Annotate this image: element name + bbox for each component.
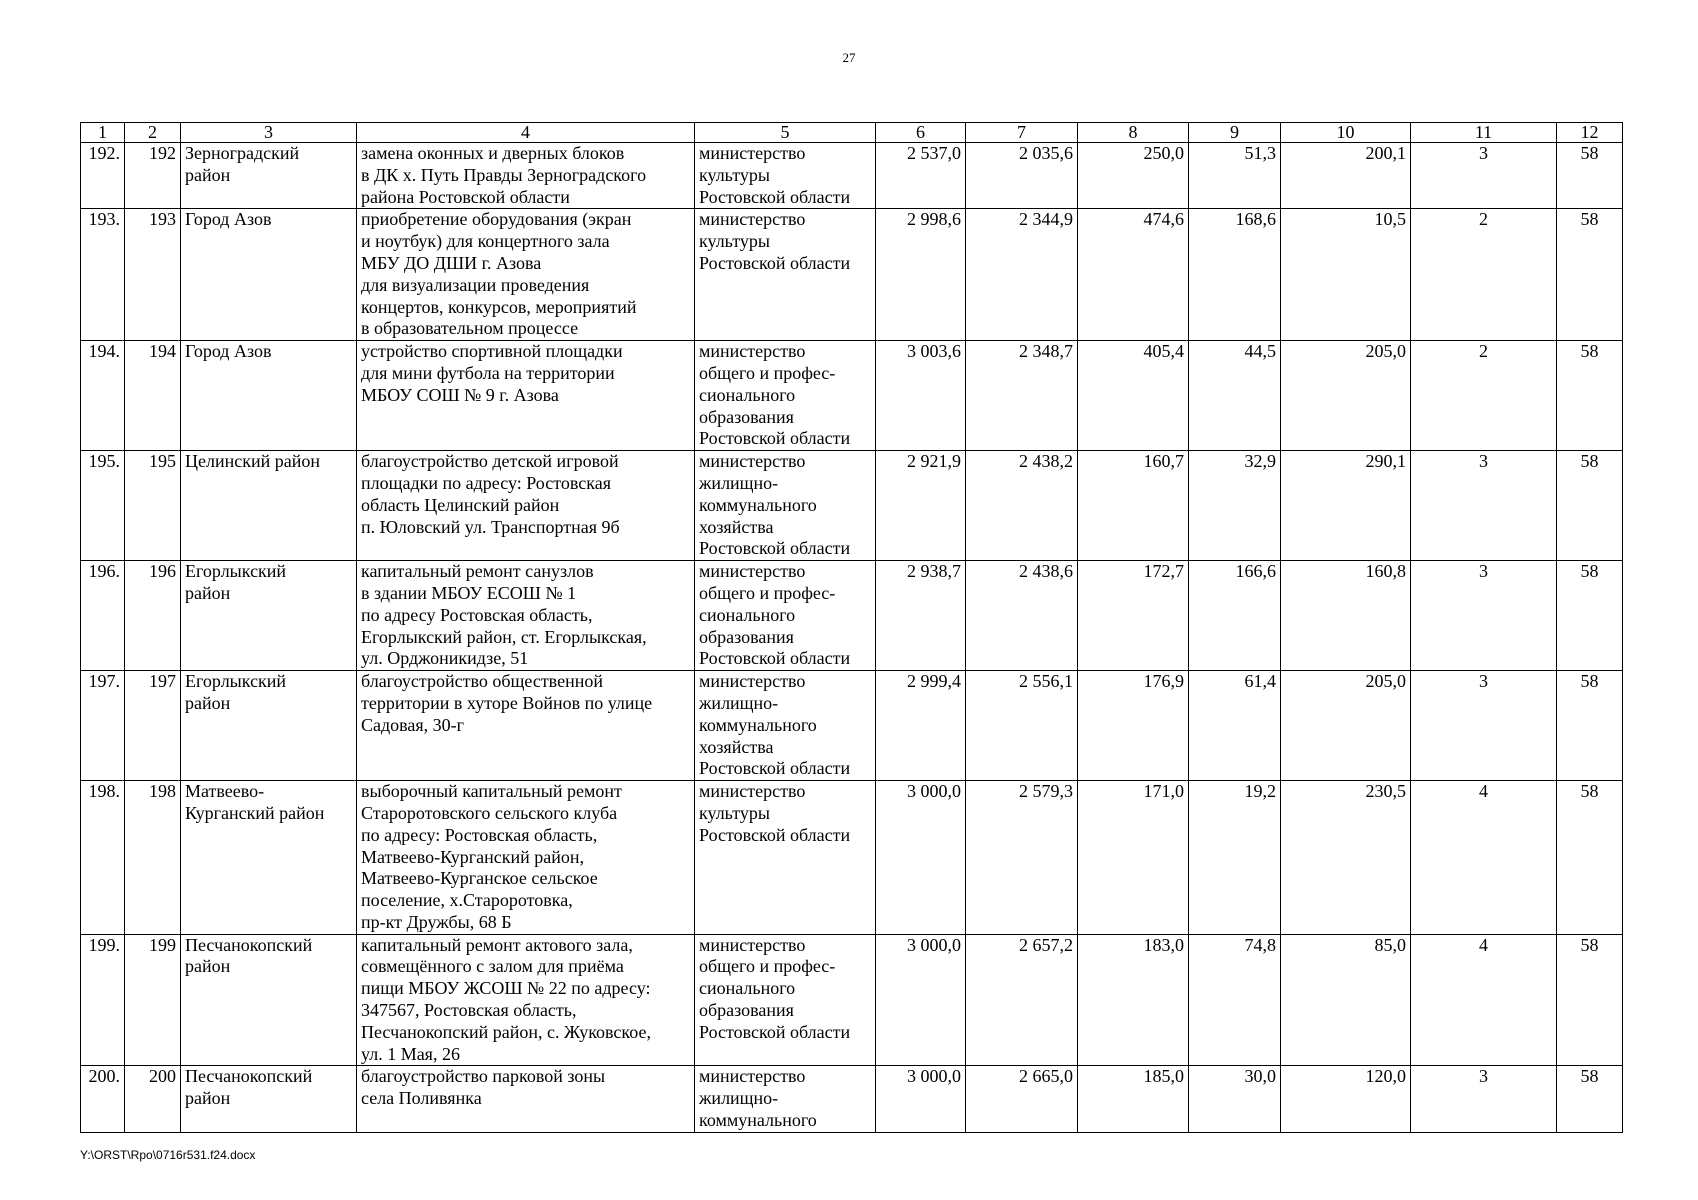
- ministry-cell: министерство культуры Ростовской области: [695, 781, 876, 935]
- rank-cell: 2: [1411, 341, 1557, 451]
- sponsor-funds-cell: 230,5: [1281, 781, 1411, 935]
- regional-budget-cell: 2 579,3: [966, 781, 1078, 935]
- local-budget-cell: 171,0: [1078, 781, 1189, 935]
- population-funds-cell: 166,6: [1189, 561, 1281, 671]
- sponsor-funds-cell: 10,5: [1281, 209, 1411, 341]
- header-cell: 4: [357, 123, 695, 143]
- row-number-cell: 192.: [81, 143, 125, 209]
- ministry-cell: министерство жилищно- коммунального: [695, 1066, 876, 1132]
- header-cell: 5: [695, 123, 876, 143]
- row-number-cell: 197.: [81, 671, 125, 781]
- table-row: [81, 209, 1623, 341]
- header-cell: 9: [1189, 123, 1281, 143]
- local-budget-cell: 172,7: [1078, 561, 1189, 671]
- row-number-cell: 199.: [81, 934, 125, 1066]
- regional-budget-cell: 2 348,7: [966, 341, 1078, 451]
- ministry-cell: министерство культуры Ростовской области: [695, 209, 876, 341]
- page-number: 27: [842, 50, 856, 65]
- population-funds-cell: 168,6: [1189, 209, 1281, 341]
- local-budget-cell: 405,4: [1078, 341, 1189, 451]
- rank-cell: 3: [1411, 561, 1557, 671]
- population-funds-cell: 32,9: [1189, 451, 1281, 561]
- regional-budget-cell: 2 657,2: [966, 934, 1078, 1066]
- rank-cell: 3: [1411, 1066, 1557, 1132]
- local-budget-cell: 474,6: [1078, 209, 1189, 341]
- row-number-cell: 198.: [81, 781, 125, 935]
- sponsor-funds-cell: 85,0: [1281, 934, 1411, 1066]
- header-cell: 8: [1078, 123, 1189, 143]
- local-budget-cell: 250,0: [1078, 143, 1189, 209]
- score-cell: 58: [1557, 561, 1623, 671]
- score-cell: 58: [1557, 341, 1623, 451]
- score-cell: 58: [1557, 781, 1623, 935]
- ministry-cell: министерство жилищно- коммунального хозяйства Ростовской области: [695, 671, 876, 781]
- total-cost-cell: 2 537,0: [876, 143, 966, 209]
- rank-cell: 4: [1411, 781, 1557, 935]
- table-row: [81, 934, 1623, 1066]
- rank-cell: 3: [1411, 451, 1557, 561]
- header-cell: 11: [1411, 123, 1557, 143]
- table-row: [81, 341, 1623, 451]
- regional-budget-cell: 2 344,9: [966, 209, 1078, 341]
- project-description-cell: благоустройство общественной территории в хуторе Войнов по улице Садовая, 30-г: [357, 671, 695, 781]
- rank-cell: 3: [1411, 671, 1557, 781]
- municipality-cell: Песчанокопский район: [181, 1066, 357, 1132]
- score-cell: 58: [1557, 209, 1623, 341]
- population-funds-cell: 51,3: [1189, 143, 1281, 209]
- sponsor-funds-cell: 160,8: [1281, 561, 1411, 671]
- population-funds-cell: 19,2: [1189, 781, 1281, 935]
- item-number-cell: 197: [125, 671, 181, 781]
- population-funds-cell: 30,0: [1189, 1066, 1281, 1132]
- ministry-cell: министерство культуры Ростовской области: [695, 143, 876, 209]
- local-budget-cell: 183,0: [1078, 934, 1189, 1066]
- total-cost-cell: 2 938,7: [876, 561, 966, 671]
- table-row: [81, 143, 1623, 209]
- municipality-cell: Город Азов: [181, 209, 357, 341]
- municipality-cell: Город Азов: [181, 341, 357, 451]
- total-cost-cell: 3 000,0: [876, 1066, 966, 1132]
- row-number-cell: 196.: [81, 561, 125, 671]
- project-description-cell: капитальный ремонт санузлов в здании МБОУ ЕСОШ № 1 по адресу Ростовская область, Егорлыкский район, ст. Егорлыкская, ул. Орджоникидзе, 51: [357, 561, 695, 671]
- total-cost-cell: 3 000,0: [876, 781, 966, 935]
- score-cell: 58: [1557, 1066, 1623, 1132]
- item-number-cell: 192: [125, 143, 181, 209]
- municipality-cell: Зерноградский район: [181, 143, 357, 209]
- score-cell: 58: [1557, 671, 1623, 781]
- project-description-cell: благоустройство детской игровой площадки по адресу: Ростовская область Целинский район п. Юловский ул. Транспортная 9б: [357, 451, 695, 561]
- header-cell: 10: [1281, 123, 1411, 143]
- table-row: [81, 1066, 1623, 1132]
- ministry-cell: министерство жилищно- коммунального хозяйства Ростовской области: [695, 451, 876, 561]
- row-number-cell: 194.: [81, 341, 125, 451]
- project-description-cell: капитальный ремонт актового зала, совмещённого с залом для приёма пищи МБОУ ЖСОШ № 22 по адресу: 347567, Ростовская область, Песчанокопский район, с. Жуковское, ул. 1 Мая, 26: [357, 934, 695, 1066]
- item-number-cell: 199: [125, 934, 181, 1066]
- header-cell: 7: [966, 123, 1078, 143]
- header-row: [81, 123, 1623, 143]
- header-cell: 3: [181, 123, 357, 143]
- project-description-cell: выборочный капитальный ремонт Староротовского сельского клуба по адресу: Ростовская область, Матвеево-Курганский район, Матвеево-Курганское сельское поселение, х.Староротовка, пр-кт Дружбы, 68 Б: [357, 781, 695, 935]
- row-number-cell: 195.: [81, 451, 125, 561]
- item-number-cell: 194: [125, 341, 181, 451]
- municipality-cell: Целинский район: [181, 451, 357, 561]
- score-cell: 58: [1557, 451, 1623, 561]
- item-number-cell: 198: [125, 781, 181, 935]
- project-description-cell: приобретение оборудования (экран и ноутбук) для концертного зала МБУ ДО ДШИ г. Азова для визуализации проведения концертов, конкурсов, мероприятий в образовательном процессе: [357, 209, 695, 341]
- item-number-cell: 196: [125, 561, 181, 671]
- total-cost-cell: 3 000,0: [876, 934, 966, 1066]
- sponsor-funds-cell: 200,1: [1281, 143, 1411, 209]
- municipality-cell: Егорлыкский район: [181, 561, 357, 671]
- sponsor-funds-cell: 290,1: [1281, 451, 1411, 561]
- population-funds-cell: 61,4: [1189, 671, 1281, 781]
- sponsor-funds-cell: 120,0: [1281, 1066, 1411, 1132]
- local-budget-cell: 160,7: [1078, 451, 1189, 561]
- rank-cell: 3: [1411, 143, 1557, 209]
- regional-budget-cell: 2 556,1: [966, 671, 1078, 781]
- municipality-cell: Матвеево- Курганский район: [181, 781, 357, 935]
- header-cell: 1: [81, 123, 125, 143]
- regional-budget-cell: 2 035,6: [966, 143, 1078, 209]
- total-cost-cell: 2 998,6: [876, 209, 966, 341]
- population-funds-cell: 44,5: [1189, 341, 1281, 451]
- total-cost-cell: 3 003,6: [876, 341, 966, 451]
- total-cost-cell: 2 999,4: [876, 671, 966, 781]
- rank-cell: 4: [1411, 934, 1557, 1066]
- rank-cell: 2: [1411, 209, 1557, 341]
- sponsor-funds-cell: 205,0: [1281, 341, 1411, 451]
- header-cell: 12: [1557, 123, 1623, 143]
- item-number-cell: 193: [125, 209, 181, 341]
- item-number-cell: 195: [125, 451, 181, 561]
- regional-budget-cell: 2 438,2: [966, 451, 1078, 561]
- ministry-cell: министерство общего и профес- сионального образования Ростовской области: [695, 561, 876, 671]
- score-cell: 58: [1557, 934, 1623, 1066]
- ministry-cell: министерство общего и профес- сионального образования Ростовской области: [695, 934, 876, 1066]
- projects-table: [80, 122, 1623, 1133]
- table-row: [81, 451, 1623, 561]
- municipality-cell: Песчанокопский район: [181, 934, 357, 1066]
- table-row: [81, 671, 1623, 781]
- file-path-footer: Y:\ORST\Rpo\0716r531.f24.docx: [80, 1148, 256, 1162]
- table-row: [81, 781, 1623, 935]
- total-cost-cell: 2 921,9: [876, 451, 966, 561]
- header-cell: 6: [876, 123, 966, 143]
- local-budget-cell: 176,9: [1078, 671, 1189, 781]
- local-budget-cell: 185,0: [1078, 1066, 1189, 1132]
- population-funds-cell: 74,8: [1189, 934, 1281, 1066]
- score-cell: 58: [1557, 143, 1623, 209]
- project-description-cell: благоустройство парковой зоны села Поливянка: [357, 1066, 695, 1132]
- row-number-cell: 193.: [81, 209, 125, 341]
- regional-budget-cell: 2 438,6: [966, 561, 1078, 671]
- municipality-cell: Егорлыкский район: [181, 671, 357, 781]
- regional-budget-cell: 2 665,0: [966, 1066, 1078, 1132]
- row-number-cell: 200.: [81, 1066, 125, 1132]
- project-description-cell: замена оконных и дверных блоков в ДК х. Путь Правды Зерноградского района Ростовской области: [357, 143, 695, 209]
- item-number-cell: 200: [125, 1066, 181, 1132]
- table-row: [81, 561, 1623, 671]
- sponsor-funds-cell: 205,0: [1281, 671, 1411, 781]
- project-description-cell: устройство спортивной площадки для мини футбола на территории МБОУ СОШ № 9 г. Азова: [357, 341, 695, 451]
- header-cell: 2: [125, 123, 181, 143]
- ministry-cell: министерство общего и профес- сионального образования Ростовской области: [695, 341, 876, 451]
